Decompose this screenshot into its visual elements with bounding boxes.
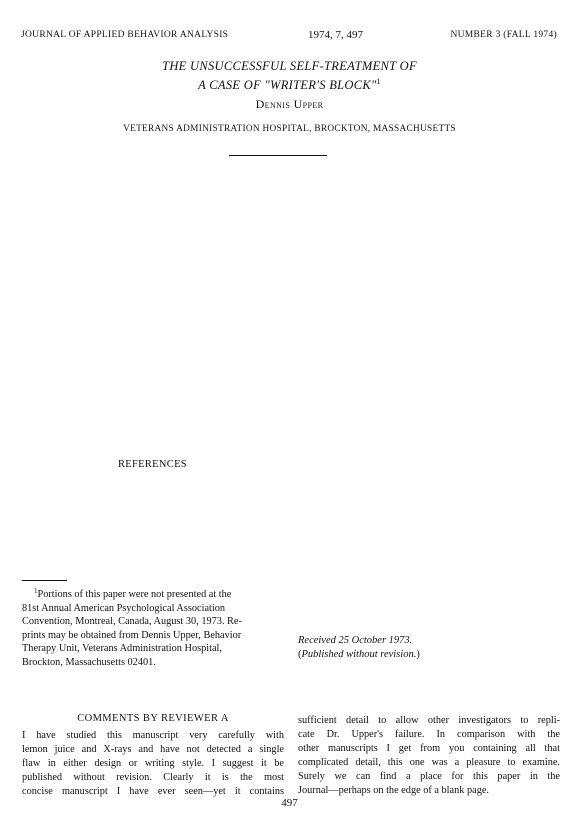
publication-status-text: Published without revision. (301, 649, 417, 660)
reviewer-line: I have studied this manuscript very carefully with (22, 730, 284, 741)
reviewer-line: flaw in either design or writing style. I suggest it be (22, 758, 284, 769)
reviewer-line: Journal—perhaps on the edge of a blank page. (298, 785, 490, 796)
footnote-mark: 1 (34, 587, 38, 595)
footnote-divider (22, 580, 67, 581)
title-divider (229, 155, 327, 156)
footnote-line: Therapy Unit, Veterans Administration Hospital, (22, 643, 222, 655)
page-number: 497 (281, 797, 298, 809)
reviewer-line: other manuscripts I get from you containing all that (298, 743, 560, 754)
article-title (0, 58, 579, 93)
volume-info: 1974, 7, 497 (308, 29, 363, 41)
reviewer-comment-left-column (22, 729, 284, 799)
reviewer-line: sufficient detail to allow other investigators to repli- (298, 715, 560, 726)
footnote-line: prints may be obtained from Dennis Upper, Behavior (22, 629, 242, 641)
author-affiliation: VETERANS ADMINISTRATION HOSPITAL, BROCKTON, MASSACHUSETTS (123, 124, 456, 134)
footnote-line (22, 585, 284, 602)
footnote-line: 81st Annual American Psychological Association (22, 602, 226, 614)
reviewer-line: concise manuscript I have ever seen—yet it contains (22, 786, 284, 797)
footnote-line-text: Portions of this paper were not presented at the (37, 589, 232, 600)
reviewer-line: lemon juice and X-rays and have not detected a single (22, 744, 284, 755)
reviewer-heading: COMMENTS BY REVIEWER A (77, 713, 229, 724)
footnote-line: Convention, Montreal, Canada, August 30, 1973. Re- (22, 616, 242, 628)
reviewer-line: Surely we can find a place for this paper in the (298, 771, 560, 782)
publication-status (298, 648, 560, 662)
footnote (22, 585, 284, 670)
issue-number: NUMBER 3 (FALL 1974) (450, 30, 557, 40)
reviewer-line: published without revision. Clearly it is the most (22, 772, 284, 783)
running-head (21, 30, 557, 44)
references-heading: REFERENCES (118, 459, 187, 470)
footnote-line: Brockton, Massachusetts 02401. (22, 656, 156, 668)
title-footnote-mark: 1 (376, 77, 381, 86)
title-line-2-text: A CASE OF "WRITER'S BLOCK" (198, 78, 377, 92)
author-name: Dennis Upper (255, 97, 324, 111)
reviewer-comment-right-column (298, 714, 560, 798)
journal-name: JOURNAL OF APPLIED BEHAVIOR ANALYSIS (21, 30, 229, 40)
reviewer-line: cate Dr. Upper's failure. In comparison with the (298, 729, 560, 740)
title-line-1: THE UNSUCCESSFUL SELF-TREATMENT OF (162, 59, 417, 73)
close-paren: ) (416, 649, 420, 660)
received-date: Received 25 October 1973. (298, 635, 413, 646)
title-line-2 (0, 74, 579, 93)
reviewer-line: complicated detail, this one was a pleasure to examine. (298, 757, 560, 768)
received-note (298, 634, 560, 662)
open-paren: ( (298, 649, 302, 660)
